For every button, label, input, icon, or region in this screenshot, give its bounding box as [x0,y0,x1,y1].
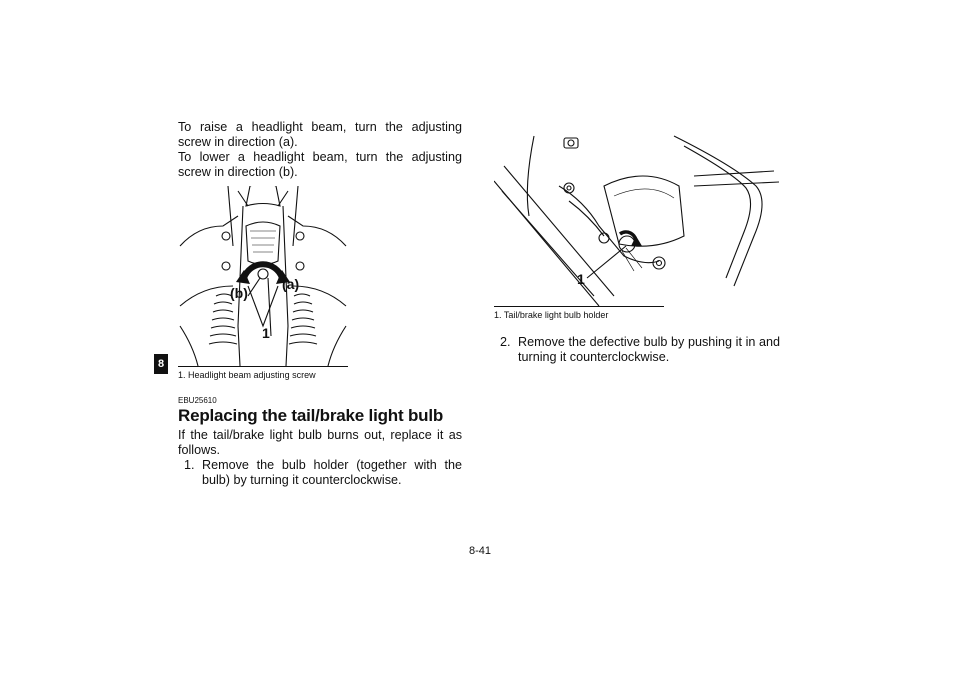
headlight-caption: 1. Headlight beam adjusting screw [178,366,348,381]
chapter-tab: 8 [154,354,168,374]
section-intro: If the tail/brake light bulb burns out, replace it as follows. [178,428,462,457]
step-2-text: Remove the defective bulb by pushing it in and turning it counterclockwise. [518,335,780,364]
section-code: EBU25610 [178,396,217,405]
headlight-figure [178,186,348,366]
page-number: 8-41 [468,545,492,557]
taillight-illustration [494,126,780,306]
step-1-text: Remove the bulb holder (together with the bulb) by turning it counterclockwise. [202,458,462,487]
left-column [178,120,462,488]
right-column [494,120,780,365]
label-direction-a: (a) [282,276,300,292]
step-2-number: 2. [500,335,511,349]
label-callout-1: 1 [262,325,270,341]
step-2 [494,335,780,365]
paragraph-lower-beam: To lower a headlight beam, turn the adjusting screw in direction (b). [178,150,462,179]
headlight-illustration [178,186,348,366]
section-title: Replacing the tail/brake light bulb [178,406,444,425]
taillight-caption: 1. Tail/brake light bulb holder [494,306,664,321]
paragraph-raise-beam: To raise a headlight beam, turn the adjusting screw in direction (a). [178,120,462,149]
taillight-figure [494,126,780,306]
label-direction-b: (b) [230,285,248,301]
step-1 [178,458,462,488]
step-1-number: 1. [184,458,195,472]
label-bulb-holder-1: 1 [577,271,585,287]
